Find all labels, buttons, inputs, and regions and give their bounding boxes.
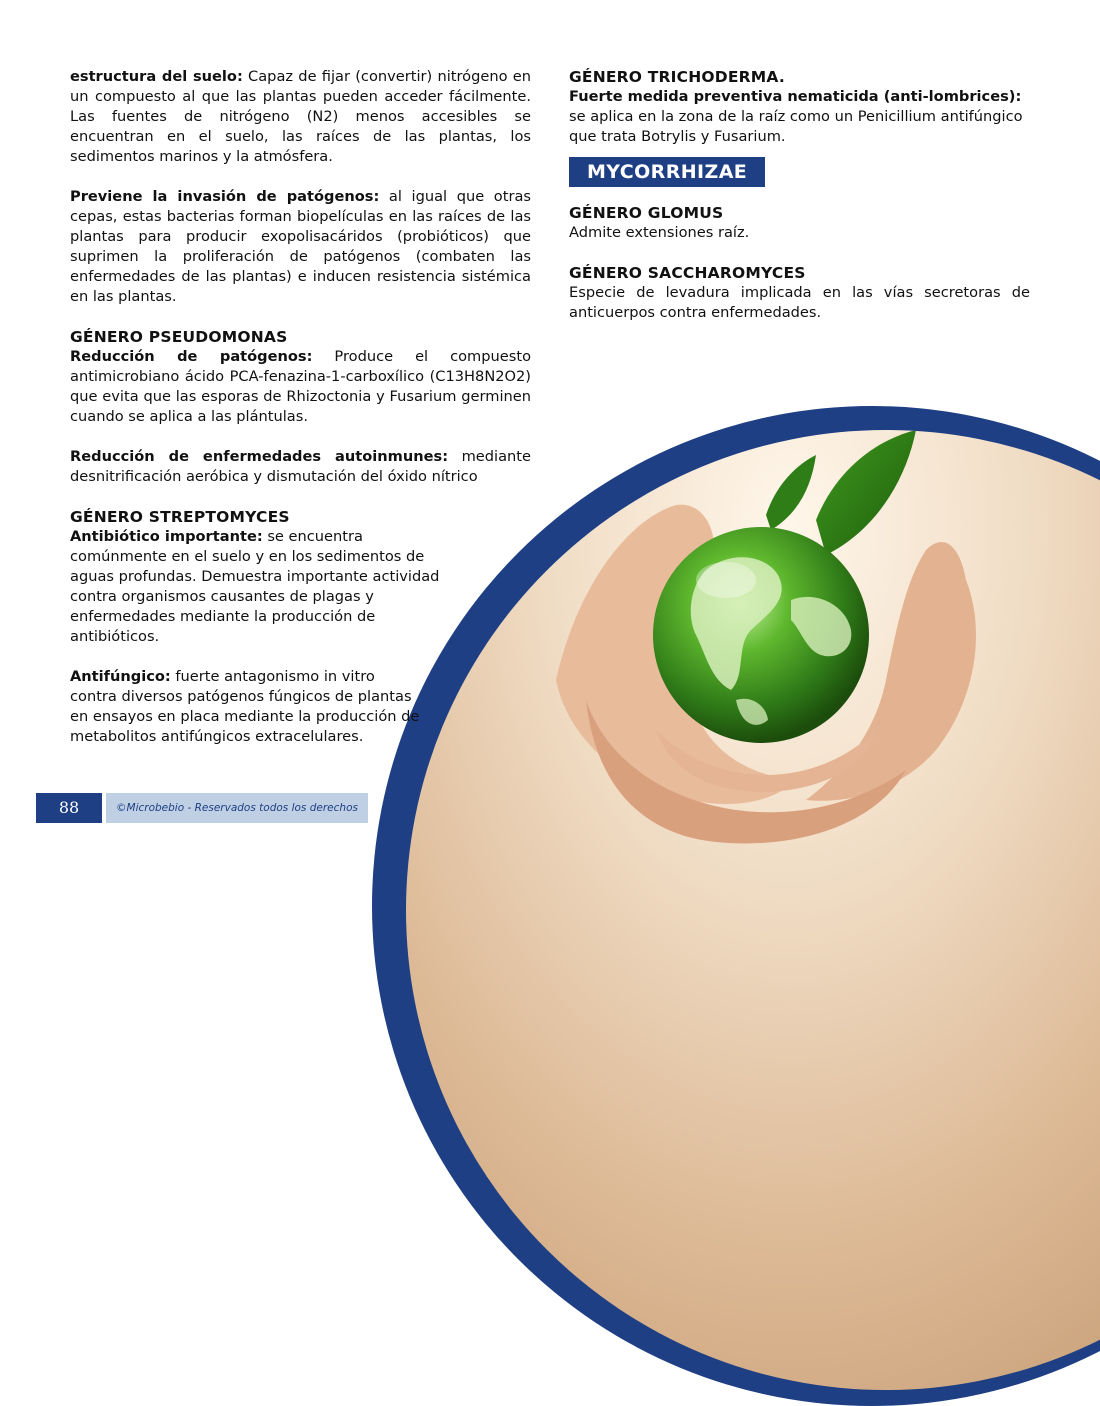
page-number: 88 — [36, 793, 102, 823]
nematicide-paragraph: Fuerte medida preventiva nematicida (anti-lombrices): se aplica en la zona de la raíz como un Penicillium antifúngico que trata Botrylis y Fusarium. — [569, 88, 1023, 145]
autoimmune-paragraph: Reducción de enfermedades autoinmunes: mediante desnitrificación aeróbica y dismutación del óxido nítrico — [70, 448, 531, 485]
heading-saccharomyces: GÉNERO SACCHAROMYCES — [569, 264, 806, 282]
nitrogen-paragraph: estructura del suelo: Capaz de fijar (convertir) nitrógeno en un compuesto al que las plantas pueden acceder fácilmente. Las fuentes de nitrógeno (N2) menos accesibles se encuentran en el suelo, las raíces de las plantas, los sedimentos marinos y la atmósfera. — [70, 68, 532, 165]
copyright-footer: ©Microbebio - Reservados todos los derechos — [106, 793, 368, 823]
left-column — [70, 67, 531, 747]
heading-glomus: GÉNERO GLOMUS — [569, 204, 724, 222]
saccharomyces-paragraph: Especie de levadura implicada en las vías secretoras de anticuerpos contra enfermedades. — [569, 284, 1030, 321]
heading-trichoderma: GÉNERO TRICHODERMA. — [569, 68, 785, 86]
heading-streptomyces: GÉNERO STREPTOMYCES — [70, 508, 290, 526]
right-column — [569, 67, 1030, 323]
pathogen-reduction-paragraph: Reducción de patógenos: Produce el compuesto antimicrobiano ácido PCA-fenazina-1-carboxílico (C13H8N2O2) que evita que las esporas de Rhizoctonia y Fusarium germinen cuando se aplica a las plántulas. — [70, 348, 531, 425]
antibiotic-paragraph: Antibiótico importante: se encuentra comúnmente en el suelo y en los sedimentos de aguas profundas. Demuestra importante actividad contra organismos causantes de plagas y enfermedades mediante la producción de antibióticos. — [70, 528, 440, 645]
heading-pseudomonas: GÉNERO PSEUDOMONAS — [70, 328, 288, 346]
pathogen-invasion-paragraph: Previene la invasión de patógenos: al igual que otras cepas, estas bacterias forman biopelículas en las raíces de las plantas para producir exopolisacáridos (probióticos) que suprimen la proliferación de patógenos (combaten las enfermedades de las plantas) e inducen resistencia sistémica en las plantas. — [70, 188, 531, 305]
glomus-paragraph: Admite extensiones raíz. — [569, 224, 750, 241]
antifungal-paragraph: Antifúngico: fuerte antagonismo in vitro contra diversos patógenos fúngicos de plantas en ensayos en placa mediante la producción de metabolitos antifúngicos extracelulares. — [70, 668, 420, 745]
mycorrhizae-banner: MYCORRHIZAE — [569, 157, 765, 187]
